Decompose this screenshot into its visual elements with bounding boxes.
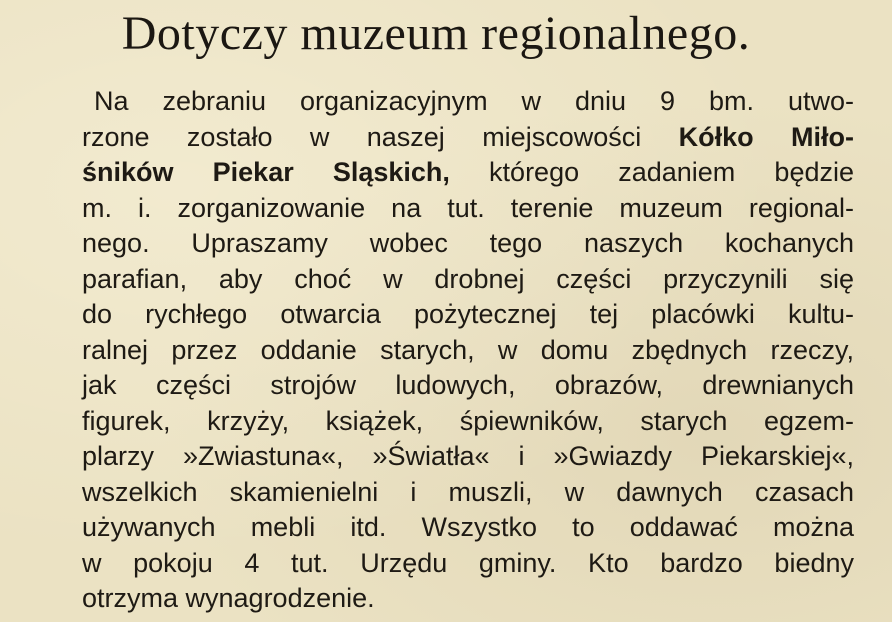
line-text: nego. Upraszamy wobec tego naszych kochanych bbox=[82, 228, 854, 258]
line-text: ralnej przez oddanie starych, w domu zbędnych rzeczy, bbox=[82, 334, 854, 365]
article-line bbox=[82, 333, 854, 369]
line-text: plarzy »Zwiastuna«, »Światła« i »Gwiazdy Piekarskiej«, bbox=[82, 441, 854, 471]
article-line bbox=[82, 510, 854, 546]
article-line bbox=[82, 581, 854, 617]
line-text: rzone zostało w naszej miejscowości bbox=[82, 121, 679, 152]
line-text: m. i. zorganizowanie na tut. terenie muzeum regional- bbox=[82, 192, 854, 223]
article-line bbox=[82, 368, 854, 404]
article-title: Dotyczy muzeum regionalnego. bbox=[121, 7, 751, 60]
line-text: w pokoju 4 tut. Urzędu gminy. Kto bardzo biedny bbox=[82, 547, 854, 578]
article-line bbox=[82, 404, 854, 440]
article-line bbox=[82, 262, 854, 298]
article-line bbox=[82, 120, 854, 156]
article-line bbox=[82, 155, 854, 191]
line-text: parafian, aby choć w drobnej części przyczynili się bbox=[82, 263, 854, 294]
line-text: otrzyma wynagrodzenie. bbox=[82, 583, 375, 613]
line-text: figurek, krzyży, książek, śpiewników, starych egzem- bbox=[82, 405, 854, 436]
article-line bbox=[94, 84, 854, 120]
line-text: jak części strojów ludowych, obrazów, drewnianych bbox=[82, 370, 854, 400]
article-line bbox=[82, 439, 854, 475]
article-line bbox=[82, 191, 854, 227]
article-line bbox=[82, 226, 854, 262]
bold-society-name: Kółko Miło- bbox=[678, 121, 854, 152]
line-text: używanych mebli itd. Wszystko to oddawać można bbox=[82, 512, 854, 542]
line-text: wszelkich skamienielni i muszli, w dawnych czasach bbox=[82, 476, 854, 507]
line-text: Na zebraniu organizacyjnym w dniu 9 bm. utwo- bbox=[94, 86, 854, 116]
line-text: do rychłego otwarcia pożytecznej tej placówki kultu- bbox=[82, 299, 854, 329]
article-body bbox=[82, 84, 854, 617]
bold-society-name: śników Piekar Sląskich, bbox=[82, 157, 450, 187]
article-line bbox=[82, 546, 854, 582]
article-line bbox=[82, 297, 854, 333]
line-text: którego zadaniem będzie bbox=[449, 157, 854, 187]
article-line bbox=[82, 475, 854, 511]
